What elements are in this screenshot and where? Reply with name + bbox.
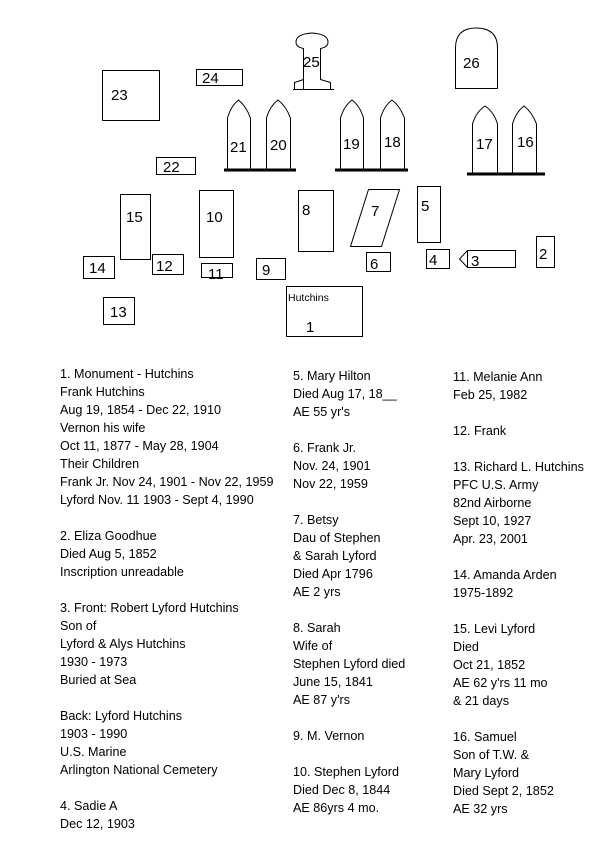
inscription-line: Lyford Nov. 11 1903 - Sept 4, 1990 <box>60 493 254 507</box>
inscription-line: Their Children <box>60 457 140 471</box>
inscription-entry <box>453 422 597 440</box>
inscription-line: 13. Richard L. Hutchins <box>453 460 584 474</box>
cemetery-plot-map <box>0 0 599 345</box>
inscription-line: Mary Lyford <box>453 766 520 780</box>
inscription-line: 7. Betsy <box>293 513 339 527</box>
inscription-line: Died Aug 5, 1852 <box>60 547 157 561</box>
inscription-line: 1975-1892 <box>453 586 514 600</box>
inscription-line: Lyford & Alys Hutchins <box>60 637 186 651</box>
inscription-line: 82nd Airborne <box>453 496 532 510</box>
stone-6-label: 6 <box>370 256 379 273</box>
inscription-line: Died Apr 1796 <box>293 567 373 581</box>
inscription-line: 1903 - 1990 <box>60 727 128 741</box>
stone-5-label: 5 <box>421 198 430 215</box>
stone-20 <box>267 100 291 170</box>
inscription-entry <box>293 763 445 817</box>
inscription-line: 11. Melanie Ann <box>453 370 543 384</box>
stone-8-label: 8 <box>302 202 311 219</box>
inscription-entry <box>60 365 285 509</box>
inscription-line: Vernon his wife <box>60 421 146 435</box>
inscription-line: 12. Frank <box>453 424 507 438</box>
inscription-line: AE 87 y'rs <box>293 693 350 707</box>
inscription-line: U.S. Marine <box>60 745 127 759</box>
inscription-line: 16. Samuel <box>453 730 517 744</box>
stone-20-label: 20 <box>270 137 287 154</box>
stone-21 <box>228 100 251 170</box>
inscription-line: Frank Hutchins <box>60 385 145 399</box>
inscription-line: 15. Levi Lyford <box>453 622 536 636</box>
stone-14-label: 14 <box>89 260 106 277</box>
inscription-entry <box>60 527 285 581</box>
inscription-line: Son of T.W. & <box>453 748 530 762</box>
inscription-line: AE 86yrs 4 mo. <box>293 801 380 815</box>
inscription-line: 2. Eliza Goodhue <box>60 529 157 543</box>
stone-25-label: 25 <box>303 54 320 71</box>
inscription-line: Frank Jr. Nov 24, 1901 - Nov 22, 1959 <box>60 475 274 489</box>
inscription-line: Inscription unreadable <box>60 565 184 579</box>
inscription-entry <box>293 511 445 601</box>
inscription-line: Buried at Sea <box>60 673 137 687</box>
inscription-column-2 <box>293 367 445 835</box>
inscription-entry <box>453 620 597 710</box>
inscription-entry <box>60 599 285 689</box>
stone-19 <box>341 100 364 170</box>
stone-4-label: 4 <box>429 252 438 269</box>
stone-15 <box>121 195 151 260</box>
inscription-line: 1930 - 1973 <box>60 655 128 669</box>
stone-23-label: 23 <box>111 87 128 104</box>
inscription-line: Back: Lyford Hutchins <box>60 709 183 723</box>
inscription-line: Dec 12, 1903 <box>60 817 135 831</box>
inscription-entry <box>293 367 445 421</box>
stone-1-label: 1 <box>306 319 315 336</box>
inscription-entry <box>60 707 285 779</box>
inscription-line: AE 32 yrs <box>453 802 508 816</box>
inscription-line: Nov. 24, 1901 <box>293 459 371 473</box>
stone-7-label: 7 <box>371 203 380 220</box>
inscription-line: Sept 10, 1927 <box>453 514 532 528</box>
inscription-line: Aug 19, 1854 - Dec 22, 1910 <box>60 403 222 417</box>
inscription-line: 9. M. Vernon <box>293 729 365 743</box>
stone-13-label: 13 <box>110 304 127 321</box>
stone-21-label: 21 <box>230 139 247 156</box>
inscription-line: Died Aug 17, 18__ <box>293 387 397 401</box>
inscription-line: Oct 21, 1852 <box>453 658 526 672</box>
stone-8 <box>299 191 334 252</box>
inscription-entry <box>453 368 597 404</box>
inscription-entry <box>293 619 445 709</box>
stone-16-label: 16 <box>517 134 534 151</box>
stone-19-label: 19 <box>343 136 360 153</box>
stone-24-label: 24 <box>202 70 219 87</box>
stone-11-label: 11 <box>208 266 224 283</box>
stone-12-label: 12 <box>156 258 173 275</box>
inscription-line: Feb 25, 1982 <box>453 388 528 402</box>
inscription-line: AE 62 y'rs 11 mo <box>453 676 548 690</box>
inscription-line: Died Dec 8, 1844 <box>293 783 391 797</box>
stone-26-label: 26 <box>463 55 480 72</box>
inscription-line: Oct 11, 1877 - May 28, 1904 <box>60 439 219 453</box>
stone-17-label: 17 <box>476 136 493 153</box>
inscription-line: 10. Stephen Lyford <box>293 765 399 779</box>
inscription-entry <box>293 439 445 493</box>
inscription-line: & 21 days <box>453 694 510 708</box>
inscription-entry <box>453 458 597 548</box>
stone-9-label: 9 <box>262 262 271 279</box>
inscription-line: AE 2 yrs <box>293 585 341 599</box>
stone-22-label: 22 <box>163 159 180 176</box>
stone-10-label: 10 <box>206 209 223 226</box>
stone-1-name: Hutchins <box>288 292 329 304</box>
inscription-line: Apr. 23, 2001 <box>453 532 528 546</box>
inscription-line: Son of <box>60 619 97 633</box>
inscription-column-3 <box>453 368 597 836</box>
inscription-line: 14. Amanda Arden <box>453 568 557 582</box>
stone-3-label: 3 <box>471 253 480 270</box>
stone-25-left-notch <box>295 80 304 90</box>
inscription-entry <box>60 797 285 833</box>
inscription-line: 4. Sadie A <box>60 799 118 813</box>
inscription-line: Wife of <box>293 639 333 653</box>
inscription-line: 8. Sarah <box>293 621 341 635</box>
inscription-line: Arlington National Cemetery <box>60 763 218 777</box>
stone-2-label: 2 <box>539 246 548 263</box>
inscription-line: Died Sept 2, 1852 <box>453 784 554 798</box>
stone-9 <box>257 259 286 280</box>
inscription-line: Nov 22, 1959 <box>293 477 368 491</box>
inscription-line: 3. Front: Robert Lyford Hutchins <box>60 601 239 615</box>
inscription-line: & Sarah Lyford <box>293 549 377 563</box>
inscription-entry <box>453 728 597 818</box>
stone-15-label: 15 <box>126 209 143 226</box>
inscription-line: PFC U.S. Army <box>453 478 539 492</box>
stone-18-label: 18 <box>384 134 401 151</box>
inscription-column-1 <box>60 365 285 851</box>
inscription-line: 6. Frank Jr. <box>293 441 356 455</box>
inscription-entry <box>453 566 597 602</box>
inscription-line: June 15, 1841 <box>293 675 373 689</box>
inscription-line: Died <box>453 640 479 654</box>
inscription-line: 5. Mary Hilton <box>293 369 371 383</box>
inscription-line: Dau of Stephen <box>293 531 381 545</box>
inscription-line: Stephen Lyford died <box>293 657 406 671</box>
inscription-entry <box>293 727 445 745</box>
inscription-line: AE 55 yr's <box>293 405 350 419</box>
inscription-line: 1. Monument - Hutchins <box>60 367 194 381</box>
